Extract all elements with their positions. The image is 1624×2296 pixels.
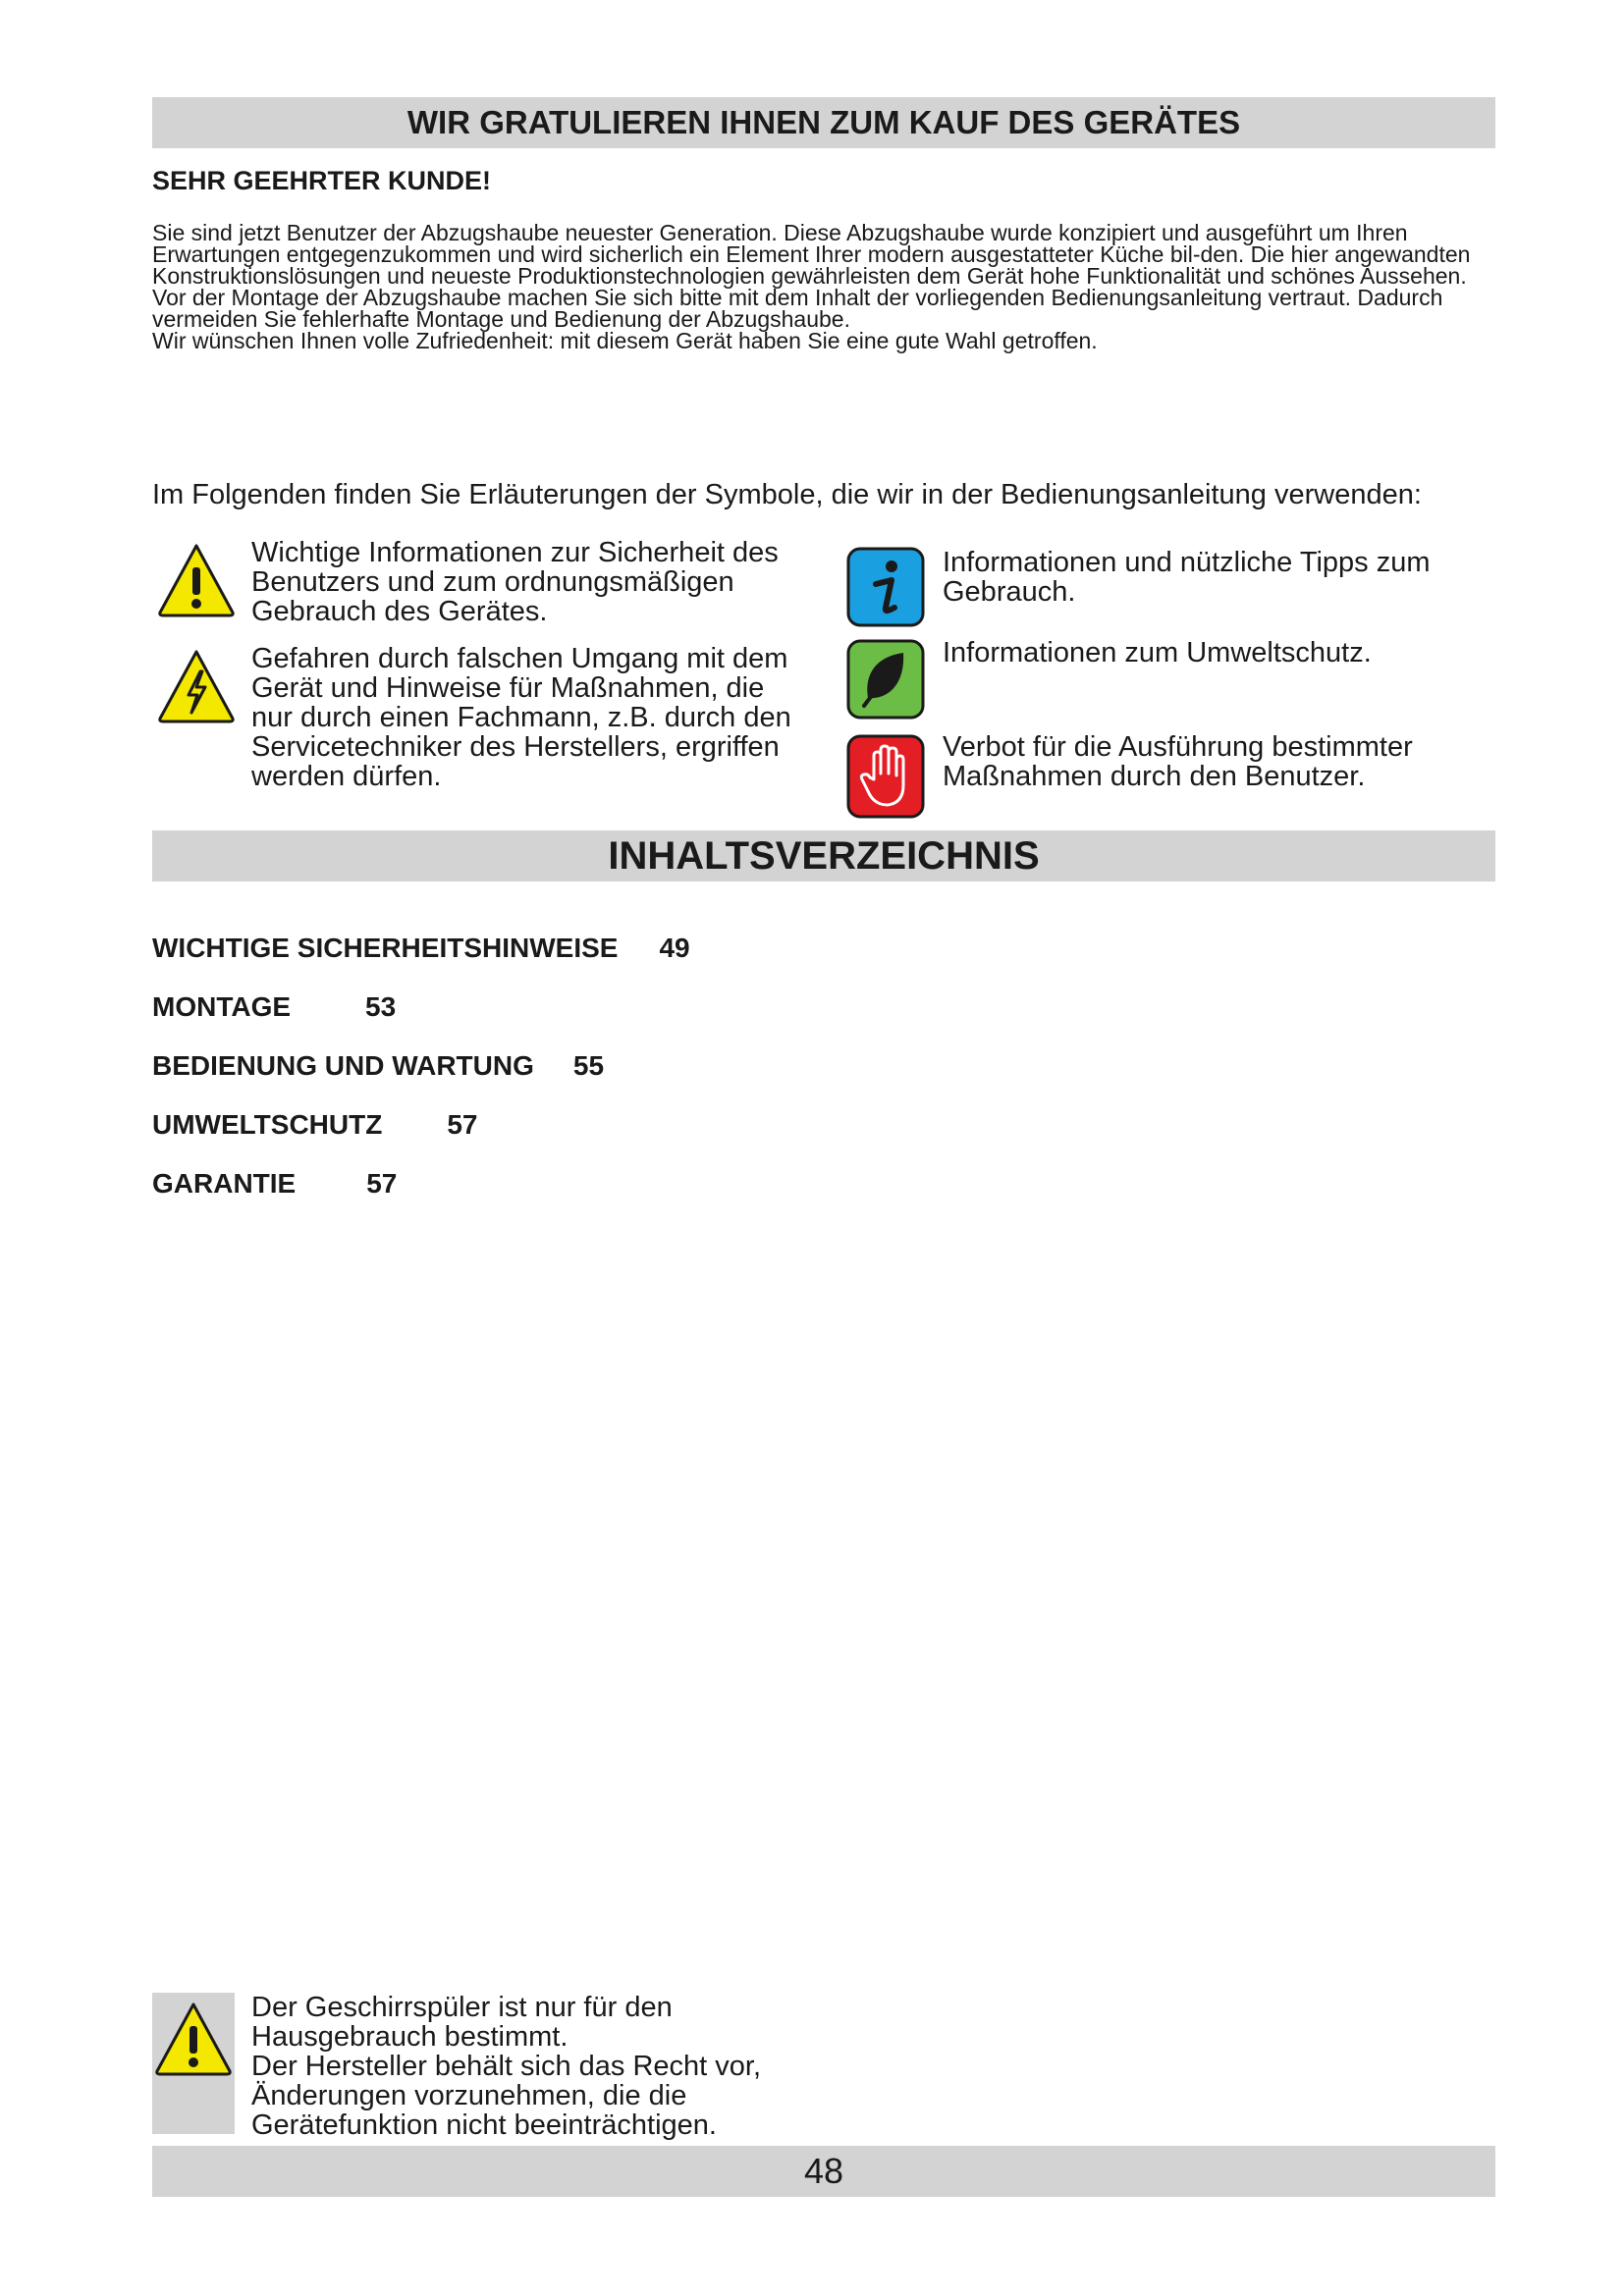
toc-title: INHALTSVERZEICHNIS xyxy=(608,833,1040,878)
intro-text xyxy=(152,222,1495,351)
warning-exclamation-icon xyxy=(156,542,237,623)
toc-entry-safety[interactable] xyxy=(152,933,690,964)
toc-entry-environment[interactable] xyxy=(152,1109,477,1141)
toc-entry-label: WICHTIGE SICHERHEITSHINWEISE xyxy=(152,933,619,963)
info-icon xyxy=(846,547,925,632)
toc-entry-page: 55 xyxy=(572,1050,605,1081)
symbol-text-prohibition: Verbot für die Ausführung bestimmter Maßnahmen durch den Benutzer. xyxy=(943,731,1413,792)
toc-entry-label: BEDIENUNG UND WARTUNG xyxy=(152,1050,534,1081)
greeting-heading: SEHR GEEHRTER KUNDE! xyxy=(152,166,492,195)
symbol-text-environment: Informationen zum Umweltschutz. xyxy=(943,637,1372,668)
section-banner-toc xyxy=(152,830,1495,881)
intro-paragraph: Sie sind jetzt Benutzer der Abzugshaube neuester Generation. Diese Abzugshaube wurde konzipiert und ausgeführt um Ihren Erwartungen entgegenzukommen und wird sicherlich ein Element Ihrer modern ausgestatteter Küche bil-den. Die hier angewandten Konstruktionslösungen und neueste Produktionstechnologien gewährleisten dem Gerät hohe Funktionalität und schönes Aussehen. Vor der Montage der Abzugshaube machen Sie sich bitte mit dem Inhalt der vorliegenden Bedienungsanleitung vertraut. Dadurch vermeiden Sie fehlerhafte Montage und Bedienung der Abzugshaube. xyxy=(152,220,1471,332)
notice-line-household: Der Geschirrspüler ist nur für den Hausgebrauch bestimmt. xyxy=(251,1992,673,2053)
section-banner-congratulations xyxy=(152,97,1495,148)
page-footer xyxy=(152,2146,1495,2197)
page-number: 48 xyxy=(803,2151,844,2191)
symbols-intro: Im Folgenden finden Sie Erläuterungen der Symbole, die wir in der Bedienungsanleitung verwenden: xyxy=(152,479,1422,510)
stop-hand-icon xyxy=(846,734,925,824)
symbol-text-danger: Gefahren durch falschen Umgang mit dem Gerät und Hinweise für Maßnahmen, die nur durch einen Fachmann, z.B. durch den Servicetechniker des Herstellers, ergriffen werden dürfen. xyxy=(251,643,791,792)
section-title: WIR GRATULIEREN IHNEN ZUM KAUF DES GERÄTES xyxy=(406,104,1241,140)
toc-entry-page: 57 xyxy=(447,1109,478,1140)
notice-text xyxy=(251,1993,821,2140)
notice-icon-box xyxy=(152,1993,235,2134)
symbol-text-safety: Wichtige Informationen zur Sicherheit des Benutzers und zum ordnungsmäßigen Gebrauch des Gerätes. xyxy=(251,537,779,627)
toc-entry-page: 53 xyxy=(365,991,397,1022)
toc-entry-warranty[interactable] xyxy=(152,1168,397,1200)
intro-closing: Wir wünschen Ihnen volle Zufriedenheit: mit diesem Gerät haben Sie eine gute Wahl getroffen. xyxy=(152,328,1098,353)
toc-entry-operation[interactable] xyxy=(152,1050,604,1082)
toc-entry-montage[interactable] xyxy=(152,991,396,1023)
leaf-icon xyxy=(846,639,925,724)
symbol-text-info: Informationen und nützliche Tipps zum Gebrauch. xyxy=(943,547,1431,608)
warning-exclamation-icon xyxy=(153,2001,234,2082)
toc-entry-label: UMWELTSCHUTZ xyxy=(152,1109,383,1140)
toc-entry-page: 57 xyxy=(366,1168,398,1199)
notice-line-manufacturer: Der Hersteller behält sich das Recht vor, Änderungen vorzunehmen, die die Gerätefunktion nicht beeinträchtigen. xyxy=(251,2051,761,2141)
toc-entry-label: MONTAGE xyxy=(152,991,292,1022)
warning-electric-icon xyxy=(156,648,237,729)
toc-entry-page: 49 xyxy=(659,933,690,963)
toc-entry-label: GARANTIE xyxy=(152,1168,297,1199)
